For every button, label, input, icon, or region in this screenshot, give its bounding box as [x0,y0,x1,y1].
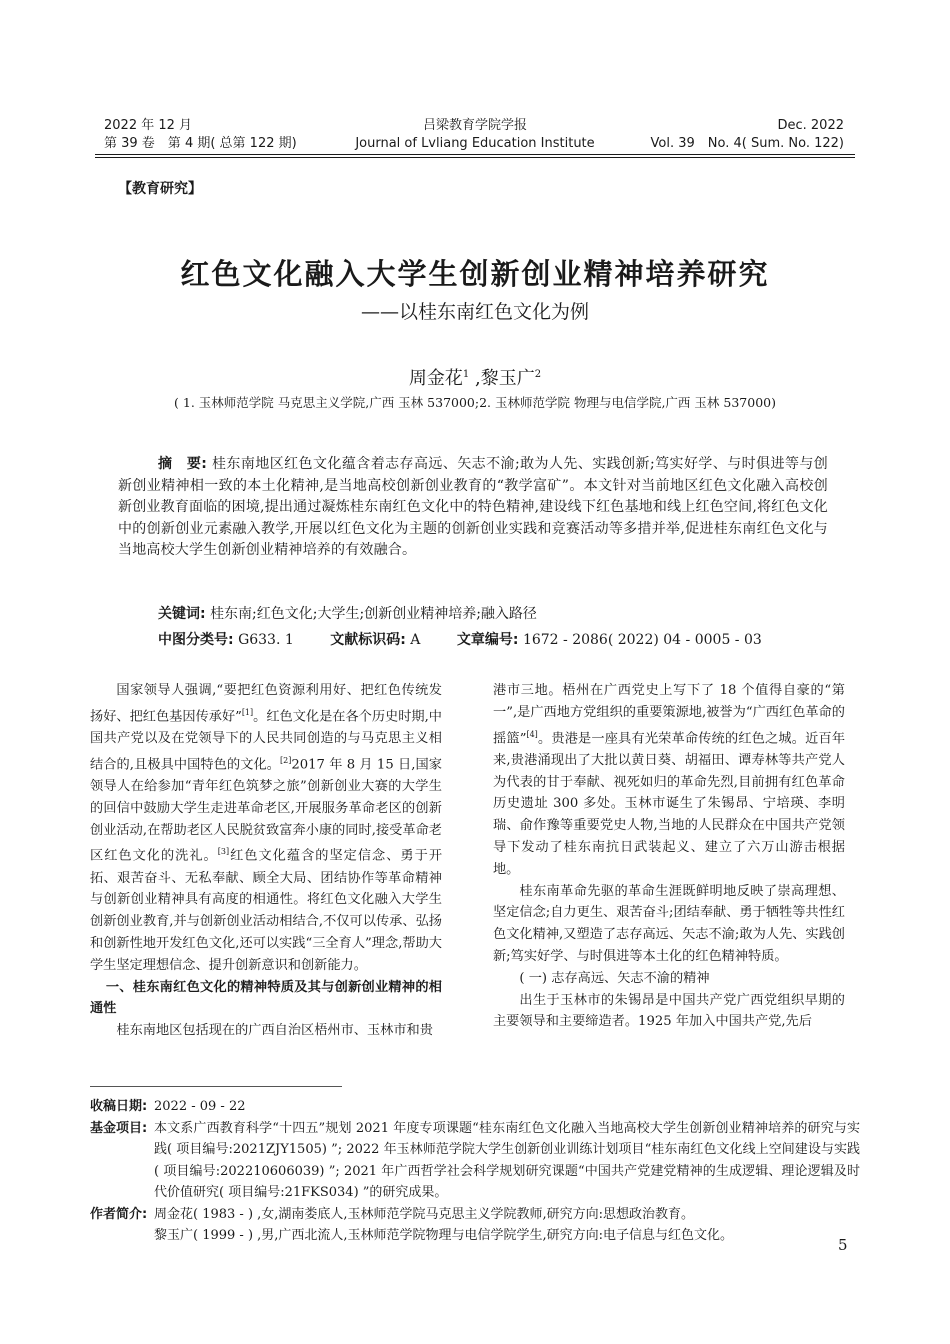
section-heading: 一、桂东南红色文化的精神特质及其与创新创业精神的相通性 [90,979,442,1017]
doc-code-label: 文献标识码: [330,632,406,648]
header-rule-thin [95,157,855,158]
author-separator: , [469,368,481,389]
footnote-received [90,1096,860,1118]
author-line [0,362,950,392]
body-paragraph: 港市三地。梧州在广西党史上写下了 18 个值得自豪的“第一”,是广西地方党组织的重要策源地,被誉为“广西红色革命的摇篮”[4]。贵港是一座具有光荣革命传统的红色之城。近百年来,贵港涌现出了大批以黄日葵、胡福田、谭寿林等共产党人为代表的甘于奉献、视死如归的革命先烈,目前拥有红色革命历史遗址 300 多处。玉林市诞生了朱锡昂、宁培瑛、李明瑞、俞作豫等重要党史人物,当地的人民群众在中国共产党领导下发动了桂东南抗日武装起义、建立了六万山游击根据地。 [493,683,846,877]
header-date: 2022 年 12 月 [104,118,193,133]
footnote-author-2 [90,1225,860,1247]
citation-ref: [1] [241,707,254,717]
citation-ref: [2] [280,755,292,765]
header-volume-en: Vol. 39 No. 4( Sum. No. 122) [650,136,844,151]
keywords-label: 关键词: [158,606,206,622]
received-label: 收稿日期: [90,1099,148,1114]
received-value: 2022 - 09 - 22 [154,1099,246,1114]
abstract-label: 摘 要: [158,456,208,472]
keywords-text: 桂东南;红色文化;大学生;创新创业精神培养;融入路径 [210,606,537,622]
citation-ref: [3] [217,847,230,857]
fund-value: 本文系广西教育科学“十四五”规划 2021 年度专项课题“桂东南红色文化融入当地高校大学生创新创业精神培养的研究与实践( 项目编号:2021ZJY1505) ”; 2022 年玉林师范学院大学生创新创业训练计划项目“桂东南红色文化线上空间建设与实践( 项目编号:202210606039) ”; 2021 年广西哲学社会科学规划研究课题“中国共产党建党精神的生成逻辑、理论逻辑及时代价值研究( 项目编号:21FKS034) ”的研究成果。 [154,1120,860,1200]
section-tag: 【教育研究】 [118,181,202,197]
abstract [118,454,828,562]
footnote-author [90,1204,860,1226]
clc-value: G633. 1 [238,632,294,648]
clc-label: 中图分类号: [158,632,234,648]
header-journal-en: Journal of Lvliang Education Institute [355,136,595,151]
author-2-bio: 黎玉广( 1999 - ) ,男,广西北流人,玉林师范学院物理与电信学院学生,研究方向:电子信息与红色文化。 [154,1228,734,1243]
paper-title: 红色文化融入大学生创新创业精神培养研究 [180,257,770,291]
body-paragraph: 桂东南革命先驱的革命生涯既鲜明地反映了崇高理想、坚定信念;自力更生、艰苦奋斗;团结奉献、勇于牺牲等共性红色文化精神,又塑造了志存高远、矢志不渝;敢为人先、实践创新;笃实好学、与时俱进等本土化的红色精神特质。 [493,883,845,964]
article-number-value: 1672 - 2086( 2022) 04 - 0005 - 03 [522,632,762,648]
header-journal-cn: 吕梁教育学院学报 [422,118,527,133]
body-paragraph: 桂东南地区包括现在的广西自治区梧州市、玉林市和贵 [116,1023,433,1039]
footnote-fund [90,1118,860,1204]
author-bio-label: 作者简介: [90,1206,148,1222]
author-1-sup: 1 [462,369,470,380]
abstract-text: 桂东南地区红色文化蕴含着志存高远、矢志不渝;敢为人先、实践创新;笃实好学、与时俱进等与创新创业精神相一致的本土化精神,是当地高校创新创业教育的“教学富矿”。本文针对当前地区红色文化融入高校创新创业教育面临的困境,提出通过凝炼桂东南红色文化中的特色精神,建设线下红色基地和线上红色空间,将红色文化中的创新创业元素融入教学,开展以红色文化为主题的创新创业实践和竞赛活动等多措并举,促进桂东南红色文化与当地高校大学生创新创业精神培养的有效融合。 [118,456,829,558]
page-number: 5 [838,1236,848,1254]
author-2: 黎玉广 [480,368,535,389]
author-1: 周金花 [408,368,463,389]
author-1-bio: 周金花( 1983 - ) ,女,湖南娄底人,玉林师范学院马克思主义学院教师,研究方向:思想政治教育。 [154,1206,695,1222]
footnotes [90,1096,860,1247]
header-rule-thick [95,154,855,155]
subsection-heading: ( 一) 志存高远、矢志不渝的精神 [519,970,710,986]
paper-subtitle: ——以桂东南红色文化为例 [360,301,589,323]
body-paragraph: 出生于玉林市的朱锡昂是中国共产党广西党组织早期的主要领导和主要缔造者。1925 年加入中国共产党,先后 [493,992,845,1030]
article-number-label: 文章编号: [456,632,519,648]
citation-ref: [4] [526,729,538,739]
classification-line [158,630,838,650]
footnote-rule [90,1086,342,1087]
author-2-sup: 2 [534,369,542,380]
header-date-en: Dec. 2022 [777,118,844,133]
keywords [158,604,838,624]
body-column-right [493,680,845,1033]
affiliation: ( 1. 玉林师范学院 马克思主义学院,广西 玉林 537000;2. 玉林师范学院 物理与电信学院,广西 玉林 537000) [174,395,776,410]
fund-label: 基金项目: [90,1120,148,1136]
body-column-left [90,680,442,1042]
doc-code-value: A [410,632,421,648]
header-volume: 第 39 卷 第 4 期( 总第 122 期) [104,136,297,151]
body-paragraph: 国家领导人强调,“要把红色资源利用好、把红色传统发扬好、把红色基因传承好”[1]。红色文化是在各个历史时期,中国共产党以及在党领导下的人民共同创造的与马克思主义相结合的,且极具中国特色的文化。[2]2017 年 8 月 15 日,国家领导人在给参加“青年红色筑梦之旅”创新创业大赛的大学生的回信中鼓励大学生走进革命老区,开展服务革命老区的创新创业活动,在帮助老区人民脱贫致富奔小康的同时,接受革命老区红色文化的洗礼。[3]红色文化蕴含的坚定信念、勇于开拓、艰苦奋斗、无私奉献、顾全大局、团结协作等革命精神与创新创业精神具有高度的相通性。将红色文化融入大学生创新创业教育,并与创新创业活动相结合,不仅可以传承、弘扬和创新性地开发红色文化,还可以实践“三全育人”理念,帮助大学生坚定理想信念、提升创新意识和创新能力。 [90,683,443,973]
